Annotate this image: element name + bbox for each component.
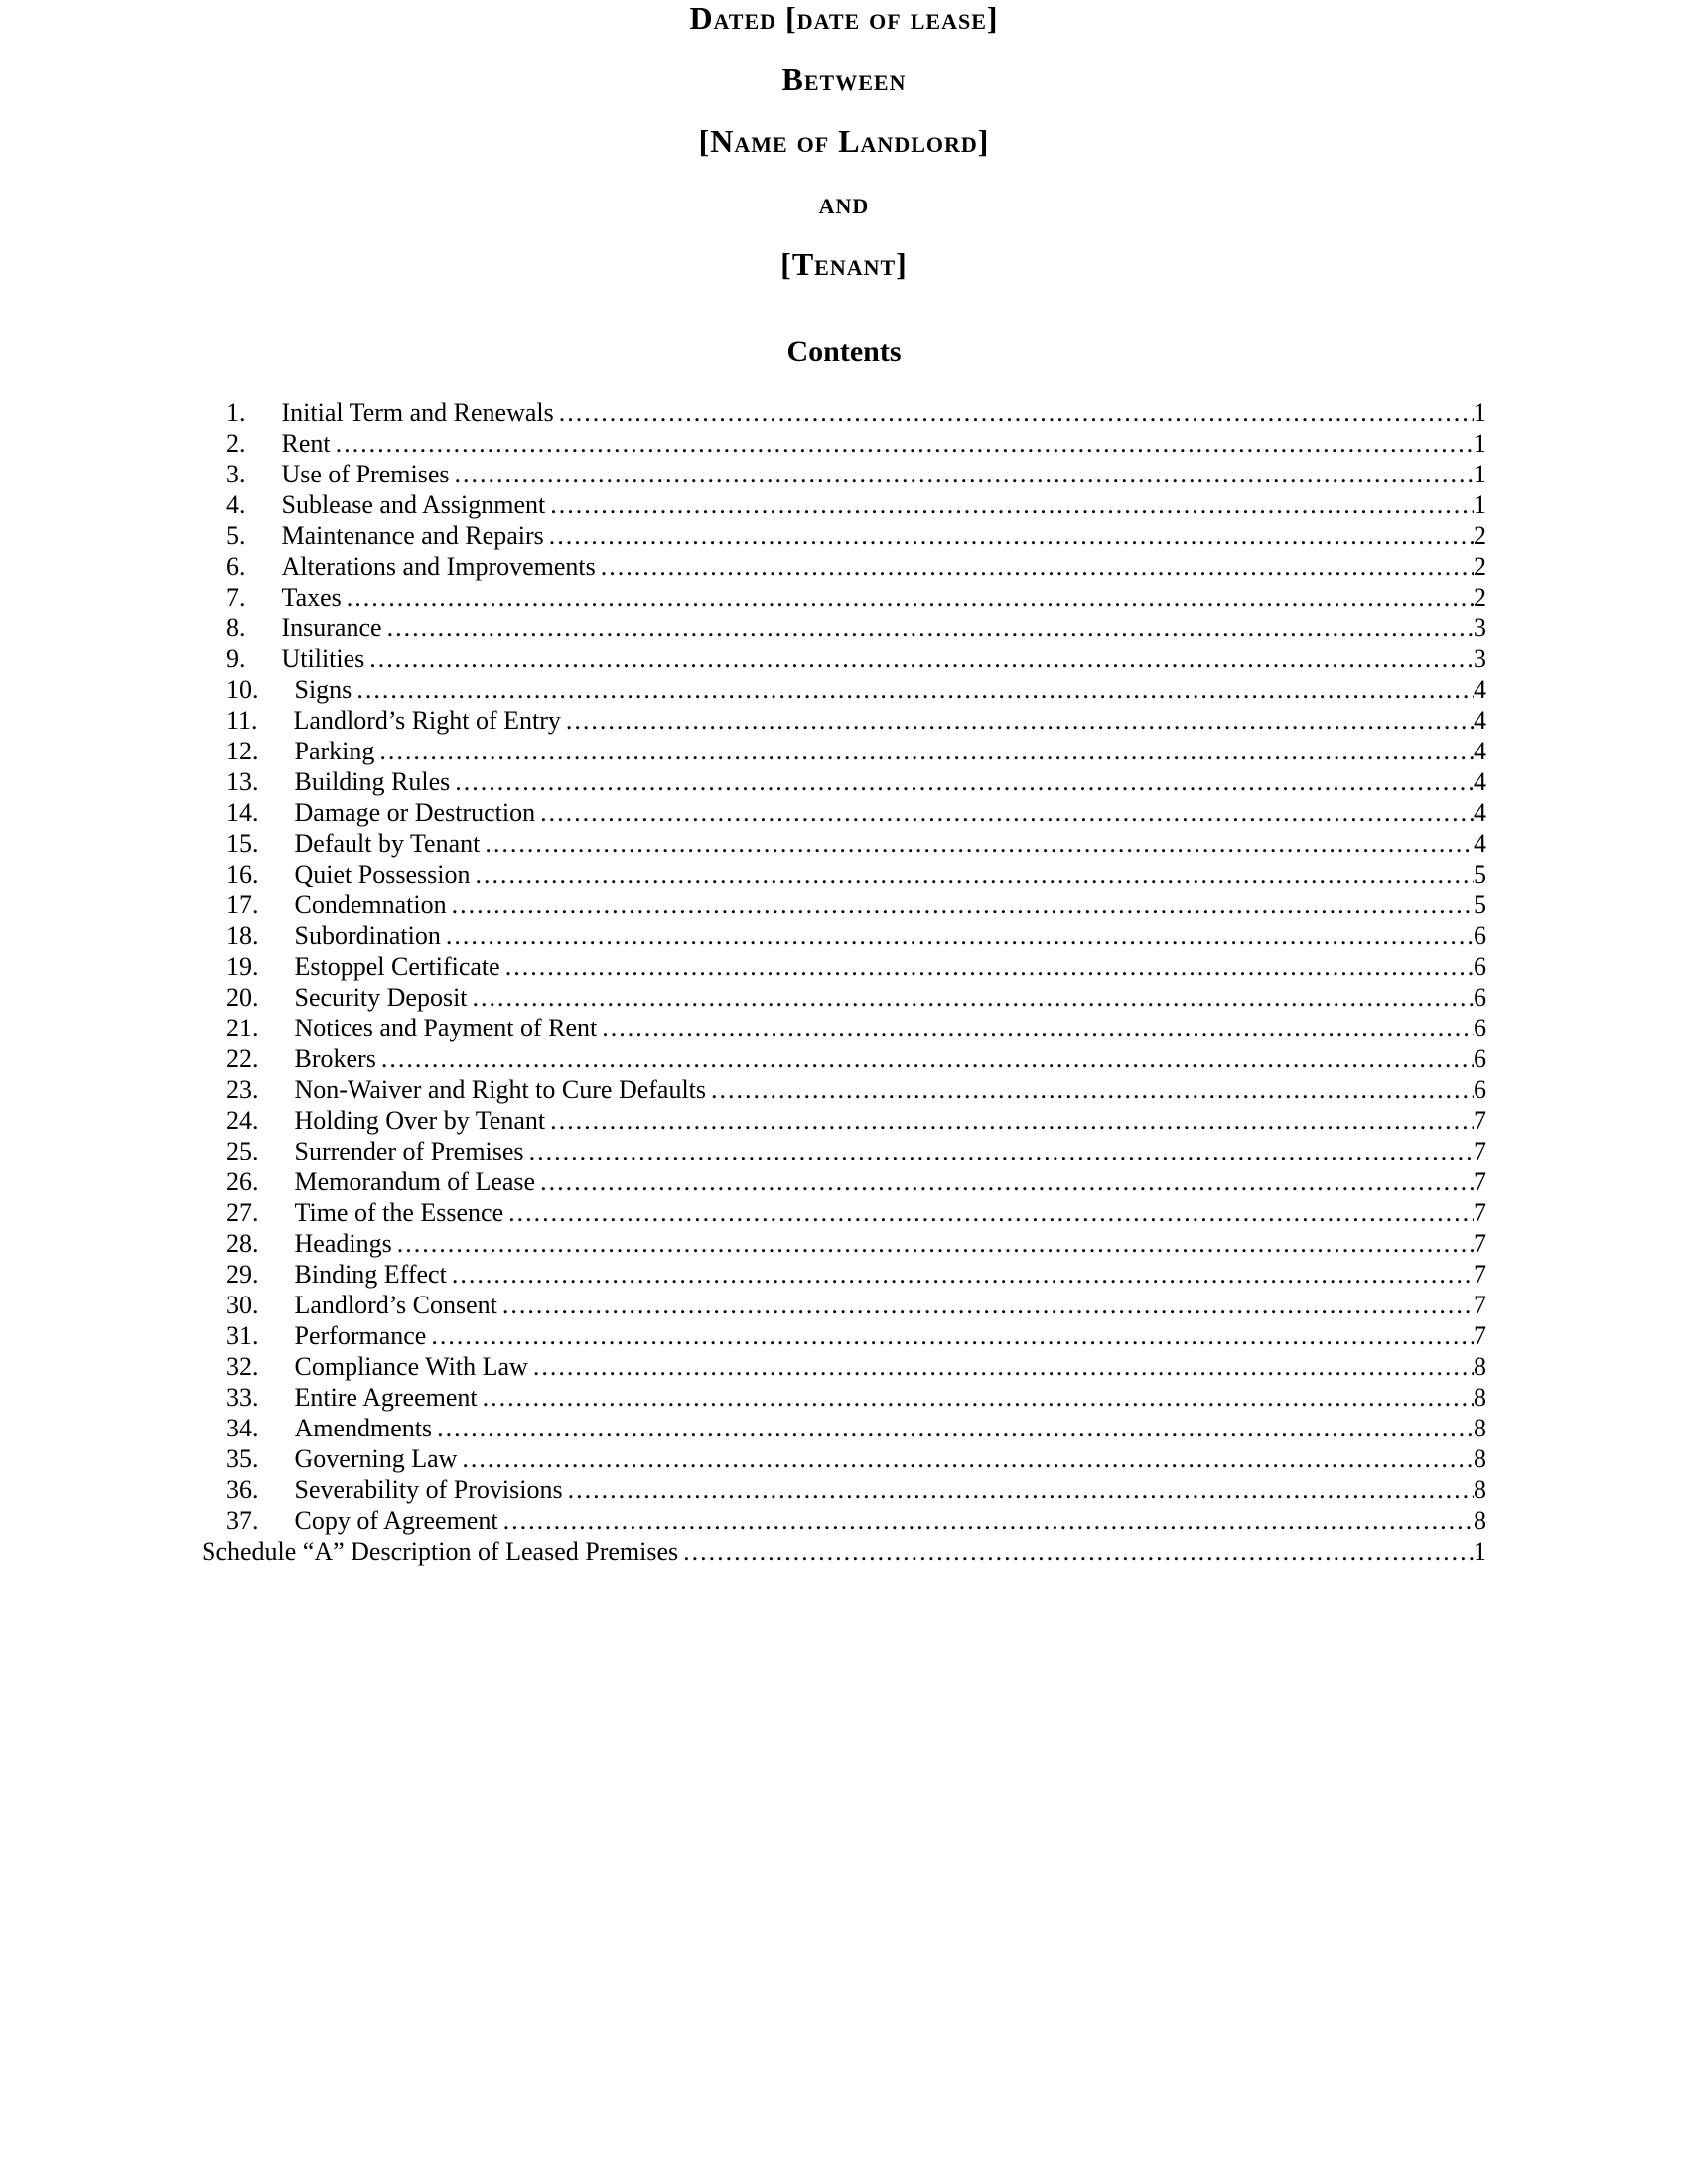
toc-row	[202, 674, 1486, 705]
schedule-entry-title: Schedule “A” Description of Leased Premises	[202, 1537, 679, 1566]
toc-row	[202, 1105, 1486, 1136]
toc-entry-title: Condemnation	[294, 890, 447, 919]
toc-entry-number: 34.	[226, 1414, 259, 1442]
toc-entry-title: Brokers	[294, 1044, 376, 1073]
dated-line: Dated [date of lease]	[689, 0, 999, 36]
dot-leader	[508, 1197, 1474, 1228]
toc-entry-page: 2	[1474, 552, 1486, 581]
toc-row	[202, 797, 1486, 828]
toc-entry-number: 7.	[226, 583, 246, 612]
toc-row	[202, 1259, 1486, 1290]
toc-entry-title: Building Rules	[294, 767, 451, 796]
dot-leader	[711, 1074, 1474, 1105]
dot-leader	[452, 1259, 1474, 1290]
toc-entry-page: 6	[1474, 1044, 1486, 1073]
toc-row	[202, 1228, 1486, 1259]
toc-entry-number: 32.	[226, 1352, 259, 1381]
toc-entry-title: Damage or Destruction	[294, 798, 536, 827]
toc-entry-title: Security Deposit	[294, 983, 468, 1012]
toc-entry-title: Taxes	[281, 583, 342, 612]
toc-entry-page: 3	[1474, 614, 1486, 642]
dot-leader	[397, 1228, 1474, 1259]
toc-entry-page: 7	[1474, 1167, 1486, 1196]
dot-leader	[503, 1505, 1474, 1536]
toc-row	[202, 1320, 1486, 1351]
toc-entry-title: Subordination	[294, 921, 441, 950]
dot-leader	[683, 1536, 1474, 1567]
toc-entry-number: 25.	[226, 1137, 259, 1165]
toc-entry-page: 4	[1474, 675, 1486, 704]
toc-row	[202, 1197, 1486, 1228]
toc-row	[202, 766, 1486, 797]
toc-entry-page: 4	[1474, 767, 1486, 796]
toc-entry-number: 11.	[226, 706, 258, 735]
toc-entry-title: Governing Law	[294, 1444, 458, 1473]
toc-entry-title: Time of the Essence	[294, 1198, 504, 1227]
toc-entry-number: 30.	[226, 1291, 259, 1319]
dot-leader	[505, 951, 1474, 982]
toc-entry-number: 22.	[226, 1044, 259, 1073]
toc-entry-title: Amendments	[294, 1414, 433, 1442]
toc-row	[202, 951, 1486, 982]
toc-row	[202, 889, 1486, 920]
toc-entry-number: 29.	[226, 1260, 259, 1289]
dot-leader	[483, 1382, 1474, 1413]
toc-entry-number: 12.	[226, 737, 259, 765]
dot-leader	[356, 674, 1474, 705]
toc-entry-title: Performance	[294, 1321, 427, 1350]
toc-entry-page: 7	[1474, 1137, 1486, 1165]
toc-entry-title: Maintenance and Repairs	[281, 521, 544, 550]
toc-entry-number: 4.	[226, 490, 246, 519]
toc-entry-title: Landlord’s Right of Entry	[293, 706, 561, 735]
toc-entry-page: 1	[1474, 429, 1486, 458]
toc-entry-title: Insurance	[281, 614, 382, 642]
toc-row	[202, 428, 1486, 459]
toc-entry-page: 8	[1474, 1506, 1486, 1535]
toc-entry-title: Alterations and Improvements	[281, 552, 596, 581]
dot-leader	[369, 643, 1474, 674]
dot-leader	[533, 1351, 1474, 1382]
toc-entry-number: 26.	[226, 1167, 259, 1196]
toc-entry-page: 7	[1474, 1229, 1486, 1258]
dot-leader	[336, 428, 1474, 459]
toc-entry-number: 14.	[226, 798, 259, 827]
table-of-contents	[202, 397, 1486, 1567]
toc-entry-number: 13.	[226, 767, 259, 796]
dot-leader	[601, 551, 1474, 582]
dot-leader	[387, 613, 1474, 643]
toc-entry-number: 24.	[226, 1106, 259, 1135]
toc-row	[202, 1474, 1486, 1505]
toc-entry-page: 4	[1474, 798, 1486, 827]
toc-row	[202, 1443, 1486, 1474]
schedule-entry-page: 1	[1474, 1537, 1486, 1566]
toc-row	[202, 1351, 1486, 1382]
toc-entry-number: 5.	[226, 521, 246, 550]
toc-row	[202, 613, 1486, 643]
toc-entry-page: 3	[1474, 644, 1486, 673]
toc-entry-number: 18.	[226, 921, 259, 950]
toc-entry-page: 4	[1474, 706, 1486, 735]
toc-entry-page: 7	[1474, 1260, 1486, 1289]
toc-entry-number: 31.	[226, 1321, 259, 1350]
toc-entry-title: Copy of Agreement	[294, 1506, 498, 1535]
toc-row	[202, 1290, 1486, 1320]
dot-leader	[437, 1413, 1474, 1443]
toc-entry-page: 1	[1474, 460, 1486, 488]
toc-row	[202, 520, 1486, 551]
toc-entry-page: 6	[1474, 1014, 1486, 1042]
toc-entry-number: 9.	[226, 644, 246, 673]
dot-leader	[549, 520, 1474, 551]
toc-entry-page: 8	[1474, 1444, 1486, 1473]
toc-entry-list	[202, 397, 1486, 1536]
toc-entry-title: Entire Agreement	[294, 1383, 478, 1412]
dot-leader	[568, 1474, 1474, 1505]
toc-entry-page: 1	[1474, 398, 1486, 427]
dot-leader	[431, 1320, 1474, 1351]
toc-entry-number: 35.	[226, 1444, 259, 1473]
toc-entry-page: 8	[1474, 1383, 1486, 1412]
toc-row	[202, 551, 1486, 582]
toc-row	[202, 1413, 1486, 1443]
toc-row-schedule	[202, 1536, 1486, 1567]
dot-leader	[540, 1166, 1474, 1197]
toc-entry-title: Rent	[281, 429, 331, 458]
toc-entry-number: 3.	[226, 460, 246, 488]
toc-entry-page: 6	[1474, 983, 1486, 1012]
dot-leader	[475, 859, 1474, 889]
toc-entry-title: Severability of Provisions	[294, 1475, 563, 1504]
toc-row	[202, 1505, 1486, 1536]
dot-leader	[462, 1443, 1474, 1474]
dot-leader	[502, 1290, 1474, 1320]
toc-row	[202, 705, 1486, 736]
toc-entry-page: 6	[1474, 921, 1486, 950]
toc-entry-number: 8.	[226, 614, 246, 642]
toc-entry-number: 23.	[226, 1075, 259, 1104]
toc-row	[202, 828, 1486, 859]
toc-entry-number: 16.	[226, 860, 259, 888]
toc-entry-number: 28.	[226, 1229, 259, 1258]
dot-leader	[454, 459, 1474, 489]
dot-leader	[446, 920, 1474, 951]
toc-entry-number: 37.	[226, 1506, 259, 1535]
dot-leader	[602, 1013, 1474, 1043]
toc-entry-title: Utilities	[281, 644, 365, 673]
toc-entry-page: 4	[1474, 737, 1486, 765]
toc-entry-title: Estoppel Certificate	[294, 952, 500, 981]
toc-entry-page: 5	[1474, 890, 1486, 919]
toc-row	[202, 582, 1486, 613]
toc-entry-title: Binding Effect	[294, 1260, 447, 1289]
toc-entry-title: Headings	[294, 1229, 392, 1258]
toc-entry-number: 19.	[226, 952, 259, 981]
toc-row	[202, 736, 1486, 766]
toc-entry-title: Quiet Possession	[294, 860, 471, 888]
toc-entry-title: Use of Premises	[281, 460, 450, 488]
document-header	[202, 2, 1486, 280]
toc-entry-title: Default by Tenant	[294, 829, 481, 858]
dot-leader	[550, 489, 1474, 520]
toc-row	[202, 1043, 1486, 1074]
toc-entry-page: 6	[1474, 1075, 1486, 1104]
toc-entry-number: 36.	[226, 1475, 259, 1504]
and-line: and	[818, 185, 870, 220]
toc-entry-number: 33.	[226, 1383, 259, 1412]
toc-entry-title: Sublease and Assignment	[281, 490, 546, 519]
toc-row	[202, 1382, 1486, 1413]
toc-entry-number: 6.	[226, 552, 246, 581]
toc-entry-page: 8	[1474, 1352, 1486, 1381]
toc-entry-title: Memorandum of Lease	[294, 1167, 536, 1196]
toc-entry-title: Initial Term and Renewals	[281, 398, 554, 427]
dot-leader	[566, 705, 1474, 736]
contents-heading: Contents	[786, 336, 902, 368]
toc-row	[202, 1136, 1486, 1166]
toc-entry-page: 7	[1474, 1291, 1486, 1319]
toc-row	[202, 1166, 1486, 1197]
dot-leader	[540, 797, 1474, 828]
toc-row	[202, 397, 1486, 428]
toc-entry-number: 17.	[226, 890, 259, 919]
toc-entry-title: Non-Waiver and Right to Cure Defaults	[294, 1075, 707, 1104]
toc-entry-page: 8	[1474, 1475, 1486, 1504]
toc-row	[202, 859, 1486, 889]
dot-leader	[473, 982, 1474, 1013]
toc-entry-number: 1.	[226, 398, 246, 427]
dot-leader	[529, 1136, 1474, 1166]
toc-entry-page: 5	[1474, 860, 1486, 888]
toc-row	[202, 920, 1486, 951]
toc-entry-page: 8	[1474, 1414, 1486, 1442]
toc-row	[202, 1074, 1486, 1105]
toc-row	[202, 489, 1486, 520]
dot-leader	[559, 397, 1474, 428]
toc-row	[202, 982, 1486, 1013]
toc-entry-title: Holding Over by Tenant	[294, 1106, 546, 1135]
toc-entry-page: 1	[1474, 490, 1486, 519]
landlord-name-line: [Name of Landlord]	[698, 123, 990, 159]
toc-entry-page: 7	[1474, 1321, 1486, 1350]
toc-entry-title: Parking	[294, 737, 375, 765]
toc-entry-number: 20.	[226, 983, 259, 1012]
toc-entry-page: 4	[1474, 829, 1486, 858]
dot-leader	[452, 889, 1474, 920]
toc-entry-number: 10.	[226, 675, 259, 704]
dot-leader	[485, 828, 1474, 859]
toc-entry-title: Surrender of Premises	[294, 1137, 524, 1165]
dot-leader	[379, 736, 1474, 766]
toc-entry-page: 7	[1474, 1198, 1486, 1227]
toc-entry-page: 2	[1474, 521, 1486, 550]
toc-row	[202, 643, 1486, 674]
toc-row	[202, 459, 1486, 489]
toc-entry-title: Signs	[294, 675, 352, 704]
toc-entry-title: Notices and Payment of Rent	[294, 1014, 598, 1042]
dot-leader	[550, 1105, 1474, 1136]
dot-leader	[347, 582, 1474, 613]
dot-leader	[455, 766, 1474, 797]
toc-entry-page: 6	[1474, 952, 1486, 981]
toc-entry-number: 2.	[226, 429, 246, 458]
toc-entry-number: 21.	[226, 1014, 259, 1042]
dot-leader	[381, 1043, 1474, 1074]
between-line: Between	[781, 62, 907, 97]
toc-row	[202, 1013, 1486, 1043]
toc-entry-number: 15.	[226, 829, 259, 858]
toc-entry-title: Compliance With Law	[294, 1352, 528, 1381]
toc-entry-title: Landlord’s Consent	[294, 1291, 497, 1319]
tenant-line: [Tenant]	[780, 246, 908, 282]
toc-entry-page: 2	[1474, 583, 1486, 612]
toc-entry-page: 7	[1474, 1106, 1486, 1135]
toc-entry-number: 27.	[226, 1198, 259, 1227]
